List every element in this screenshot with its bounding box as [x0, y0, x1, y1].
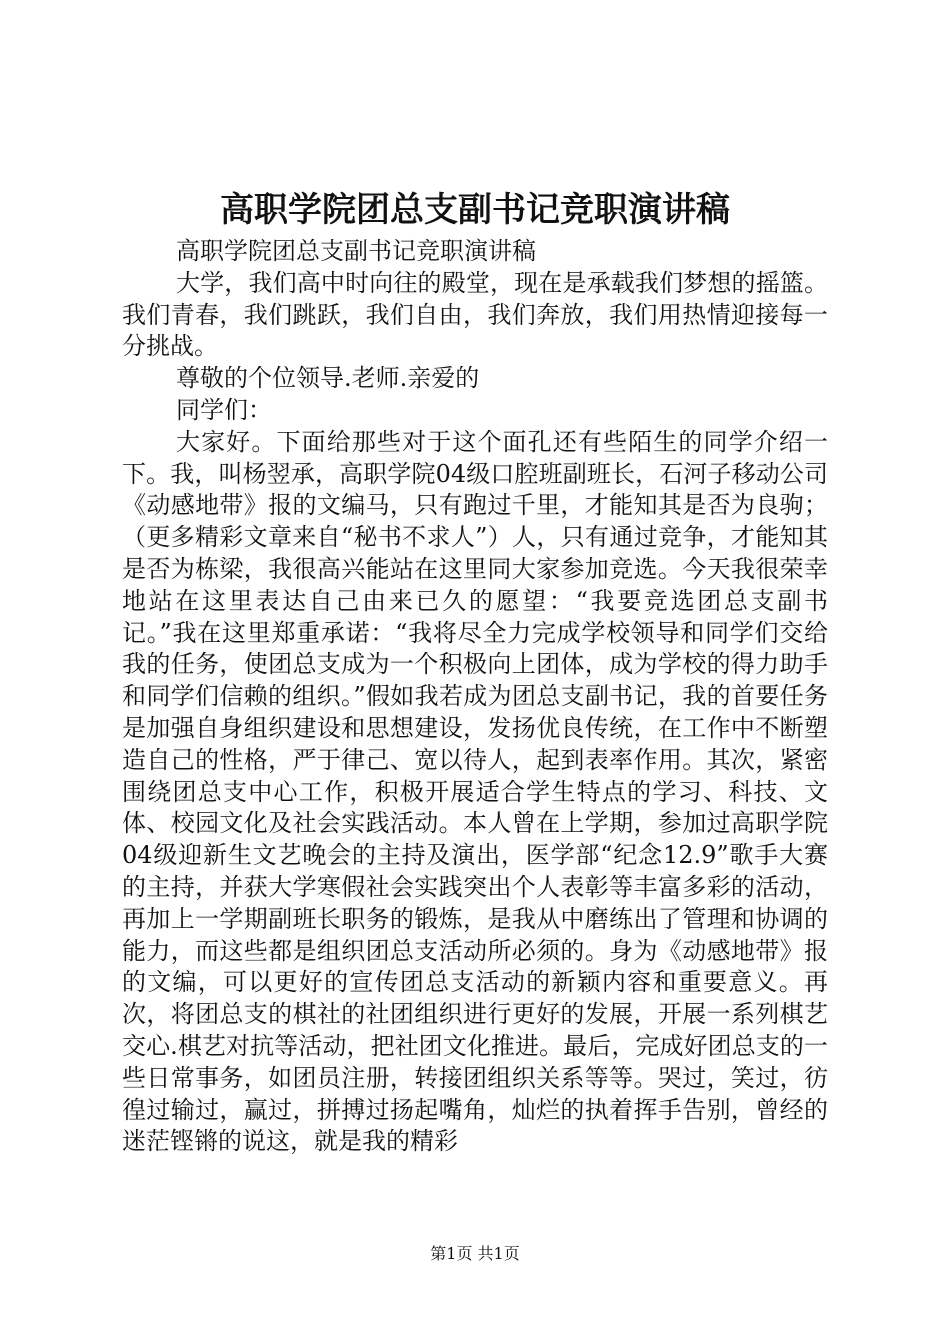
paragraph-salutation: 尊敬的个位领导.老师.亲爱的	[176, 364, 480, 393]
paragraph-intro: 大学，我们高中时向往的殿堂，现在是承载我们梦想的摇篮。我们青春，我们跳跃，我们自由，我们奔放，我们用热情迎接每一分挑战。	[122, 268, 828, 361]
document-body	[122, 236, 828, 1158]
paragraph-main-speech: 大家好。下面给那些对于这个面孔还有些陌生的同学介绍一下。我，叫杨翌承，高职学院04级口腔班副班长，石河子移动公司《动感地带》报的文编马，只有跑过千里，才能知其是否为良驹；（更多精彩文章来自“秘书不求人”）人，只有通过竞争，才能知其是否为栋梁，我很高兴能站在这里同大家参加竞选。今天我很荣幸地站在这里表达自己由来已久的愿望：“我要竞选团总支副书记。”我在这里郑重承诺：“我将尽全力完成学校领导和同学们交给我的任务，使团总支成为一个积极向上团体，成为学校的得力助手和同学们信赖的组织。”假如我若成为团总支副书记，我的首要任务是加强自身组织建设和思想建设，发扬优良传统，在工作中不断塑造自己的性格，严于律己、宽以待人，起到表率作用。其次，紧密围绕团总支中心工作，积极开展适合学生特点的学习、科技、文体、校园文化及社会实践活动。本人曾在上学期，参加过高职学院04级迎新生文艺晚会的主持及演出，医学部“纪念12.9”歌手大赛的主持，并获大学寒假社会实践突出个人表彰等丰富多彩的活动，再加上一学期副班长职务的锻炼，是我从中磨练出了管理和协调的能力，而这些都是组织团总支活动所必须的。身为《动感地带》报的文编，可以更好的宣传团总支活动的新颖内容和重要意义。再次，将团总支的棋社的社团组织进行更好的发展，开展一系列棋艺交心.棋艺对抗等活动，把社团文化推进。最后，完成好团总支的一些日常事务，如团员注册，转接团组织关系等等。哭过，笑过，彷徨过输过，赢过，拼搏过扬起嘴角，灿烂的执着挥手告别，曾经的迷茫铿锵的说这，就是我的精彩	[122, 427, 828, 1156]
paragraph-heading-repeat: 高职学院团总支副书记竞职演讲稿	[176, 237, 536, 265]
page-footer: 第1页 共1页	[430, 1244, 520, 1263]
document-title: 高职学院团总支副书记竞职演讲稿	[220, 190, 730, 230]
paragraph-salutation-continued: 同学们：	[176, 395, 272, 424]
